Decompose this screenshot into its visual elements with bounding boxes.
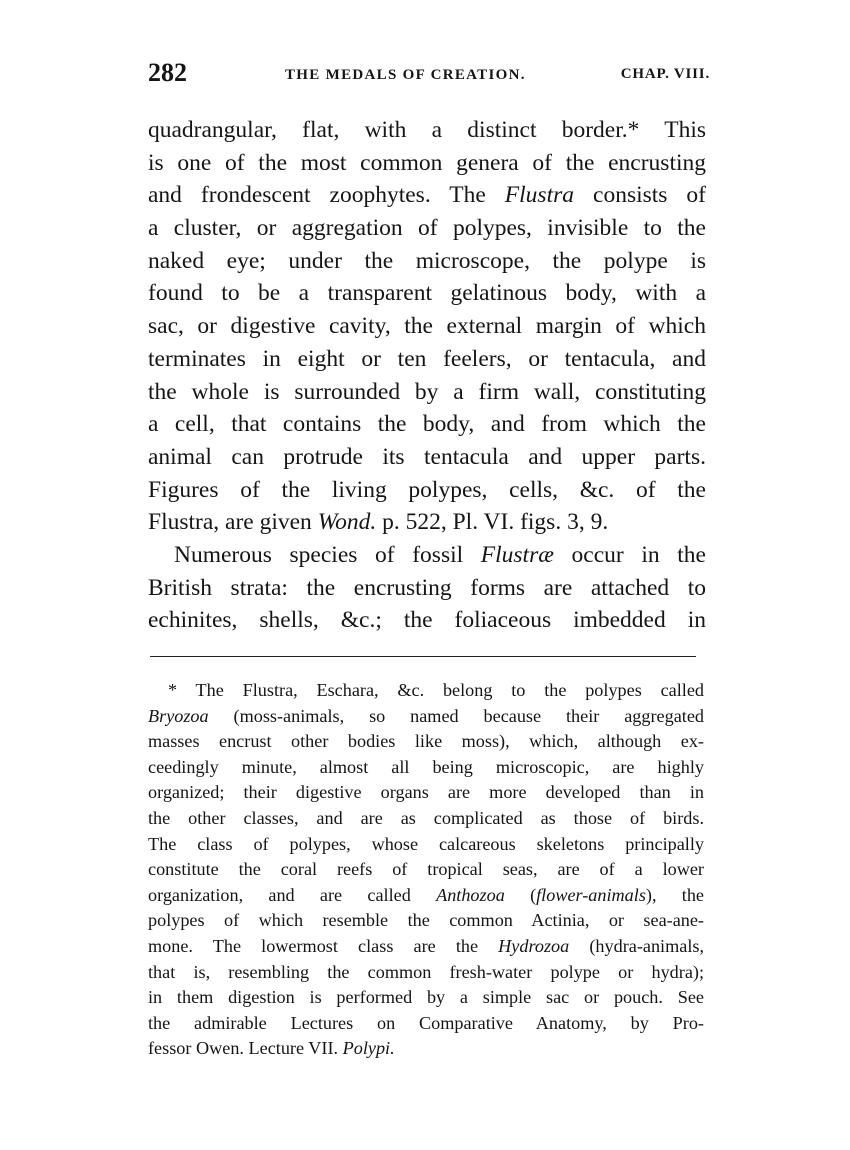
- body-line: sac, or digestive cavity, the external margin of which: [148, 313, 706, 340]
- footnote-line: masses encrust other bodies like moss), which, although ex-: [148, 731, 704, 752]
- footnote-divider: [150, 656, 696, 657]
- body-line: found to be a transparent gelatinous body, with a: [148, 280, 706, 307]
- body-line: Figures of the living polypes, cells, &c. of the: [148, 476, 706, 503]
- body-line: quadrangular, flat, with a distinct border.* This: [148, 117, 706, 143]
- footnote-line: mone. The lowermost class are the Hydrozoa (hydra-animals,: [148, 935, 704, 956]
- footnote-line: that is, resembling the common fresh-water polype or hydra);: [148, 961, 704, 982]
- footnote-line: polypes of which resemble the common Actinia, or sea-ane-: [148, 910, 704, 931]
- footnote-line: organization, and are called Anthozoa (flower-animals), the: [148, 884, 704, 905]
- body-line: echinites, shells, &c.; the foliaceous imbedded in: [148, 607, 706, 634]
- body-line: is one of the most common genera of the encrusting: [148, 149, 706, 176]
- body-line: Flustra, are given Wond. p. 522, Pl. VI. figs. 3, 9.: [148, 509, 609, 536]
- page-header: [148, 58, 710, 92]
- running-title: THE MEDALS OF CREATION.: [285, 67, 526, 83]
- footnote: [148, 678, 704, 1062]
- page-number: 282: [148, 58, 187, 87]
- body-line: terminates in eight or ten feelers, or tentacula, and: [148, 345, 706, 372]
- footnote-line: constitute the coral reefs of tropical seas, are of a lower: [148, 859, 704, 880]
- footnote-line: * The Flustra, Eschara, &c. belong to the polypes called: [168, 680, 704, 700]
- body-line: naked eye; under the microscope, the polype is: [148, 247, 706, 274]
- body-line: and frondescent zoophytes. The Flustra consists of: [148, 182, 706, 209]
- footnote-line: the admirable Lectures on Comparative Anatomy, by Pro-: [148, 1012, 704, 1033]
- footnote-line: the other classes, and are as complicated as those of birds.: [148, 807, 704, 828]
- footnote-line: ceedingly minute, almost all being microscopic, are highly: [148, 756, 704, 777]
- footnote-line: The class of polypes, whose calcareous skeletons principally: [148, 833, 704, 854]
- footnote-line: Bryozoa (moss-animals, so named because their aggregated: [148, 705, 704, 726]
- body-line: British strata: the encrusting forms are attached to: [148, 574, 706, 601]
- chapter-label: CHAP. VIII.: [620, 66, 710, 82]
- footnote-line: in them digestion is performed by a simple sac or pouch. See: [148, 987, 704, 1008]
- body-line: the whole is surrounded by a firm wall, constituting: [148, 378, 706, 405]
- body-line: Numerous species of fossil Flustræ occur in the: [174, 541, 706, 568]
- body-line: animal can protrude its tentacula and upper parts.: [148, 443, 706, 470]
- footnote-line: organized; their digestive organs are more developed than in: [148, 782, 704, 803]
- body-text: [148, 114, 706, 637]
- footnote-line: fessor Owen. Lecture VII. Polypi.: [148, 1038, 395, 1059]
- body-line: a cell, that contains the body, and from which the: [148, 411, 706, 438]
- body-line: a cluster, or aggregation of polypes, invisible to the: [148, 215, 706, 242]
